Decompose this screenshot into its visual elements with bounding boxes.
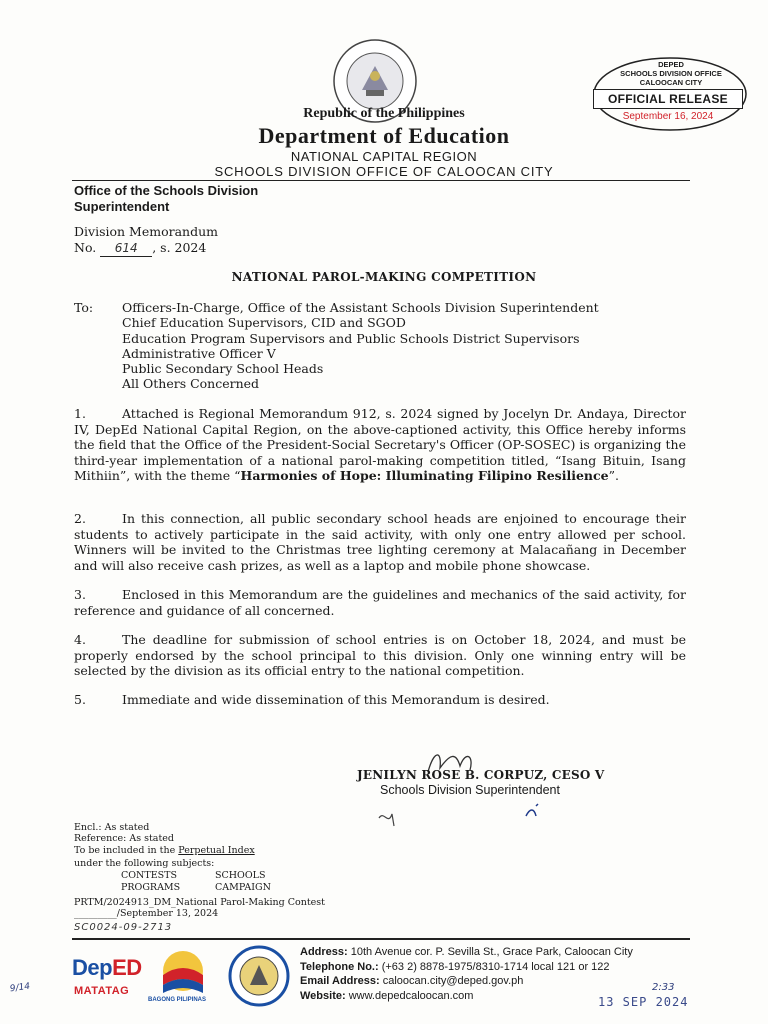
header-divider [72, 180, 690, 181]
subjects-intro: under the following subjects: [74, 858, 215, 869]
handwritten-code: SC0024-09-2713 [74, 922, 173, 933]
enclosure-note: Encl.: As stated [74, 822, 150, 833]
recipient: Education Program Supervisors and Public Schools District Supervisors [122, 330, 580, 346]
division-office-heading: SCHOOLS DIVISION OFFICE OF CALOOCAN CITY [214, 164, 554, 179]
phone-line: Telephone No.: (+63 2) 8878-1975/8310-1714 local 121 or 122 [300, 960, 610, 973]
recipient: Administrative Officer V [122, 345, 276, 361]
handwritten-note: 9/14 [9, 981, 31, 995]
address-line: Address: 10th Avenue cor. P. Sevilla St., Grace Park, Caloocan City [300, 946, 633, 958]
bagong-pilipinas-label: BAGONG PILIPINAS [148, 997, 207, 1003]
initial-mark-icon [376, 806, 402, 830]
index-note: To be included in the Perpetual Index [74, 845, 255, 856]
release-date: September 16, 2024 [622, 111, 714, 122]
file-date: _________/September 13, 2024 [74, 908, 219, 919]
website-line: Website: www.depedcaloocan.com [300, 989, 474, 1002]
initial-mark-icon [522, 800, 544, 822]
office-name: Office of the Schools Division Superintendent [74, 183, 259, 214]
signatory-title: Schools Division Superintendent [380, 783, 560, 797]
paragraph-5: 5. Immediate and wide dissemination of this Memorandum is desired. [74, 692, 550, 707]
memo-designation: Division Memorandum No. 614 , s. 2024 [74, 224, 219, 255]
to-label: To: [74, 300, 94, 315]
signatory-name: JENILYN ROSE B. CORPUZ, CESO V [357, 768, 605, 782]
handwritten-time: 2:33 [652, 982, 675, 993]
official-release-label: OFFICIAL RELEASE [593, 89, 743, 109]
received-date-stamp: 13 SEP 2024 [598, 995, 689, 1009]
recipient: Officers-In-Charge, Office of the Assistant Schools Division Superintendent [122, 300, 599, 315]
recipient: All Others Concerned [122, 376, 260, 392]
subjects-column: SCHOOLS CAMPAIGN [215, 870, 271, 893]
paragraph-4: 4. The deadline for submission of school entries is on October 18, 2024, and must be properly endorsed by the school principal to this division. Only one winning entry will be selected by the division as its official entry to the national competition. [74, 632, 686, 678]
email-line: Email Address: caloocan.city@deped.gov.ph [300, 975, 524, 987]
memo-number: 614 [100, 240, 152, 257]
sdo-caloocan-seal-icon [228, 945, 290, 1007]
release-stamp-office: DEPED SCHOOLS DIVISION OFFICE CALOOCAN CITY [620, 60, 722, 87]
republic-heading: Republic of the Philippines [303, 106, 465, 121]
subjects-column: CONTESTS PROGRAMS [121, 870, 181, 893]
deped-logo: DepED [72, 955, 142, 980]
memo-type: Division Memorandum [74, 224, 219, 239]
paragraph-2: 2. In this connection, all public secondary school heads are enjoined to encourage their students to actively participate in the said activity, with only one entry allowed per school. Winners will be invited to the Christmas tree lighting ceremony at Malacañang in December and will also receive cash prizes, as well as a laptop and mobile phone showcase. [74, 511, 686, 573]
paragraph-3: 3. Enclosed in this Memorandum are the guidelines and mechanics of the said activity, for reference and guidance of all concerned. [74, 587, 686, 618]
recipient: Public Secondary School Heads [122, 361, 324, 377]
recipient: Chief Education Supervisors, CID and SGOD [122, 315, 406, 331]
file-reference: PRTM/2024913_DM_National Parol-Making Contest [74, 897, 325, 908]
region-heading: NATIONAL CAPITAL REGION [290, 149, 478, 164]
paragraph-1: 1. Attached is Regional Memorandum 912, s. 2024 signed by Jocelyn Dr. Andaya, Director IV, DepEd National Capital Region, on the above-captioned activity, this Office hereby informs the field that the Office of the President-Social Secretary's Officer (OP-SOSEC) is organizing the third-year implementation of a national parol-making competition titled, “Isang Bituin, Isang Mithiin”, with the theme “Harmonies of Hope: Illuminating Filipino Resilience”. [74, 406, 686, 483]
matatag-logo: MATATAG [74, 985, 130, 997]
memo-title: NATIONAL PAROL-MAKING COMPETITION [231, 270, 537, 284]
department-heading: Department of Education [258, 123, 510, 148]
contact-block [300, 945, 633, 1003]
footer-divider [72, 938, 690, 940]
recipient-list [122, 300, 599, 392]
reference-note: Reference: As stated [74, 833, 174, 844]
